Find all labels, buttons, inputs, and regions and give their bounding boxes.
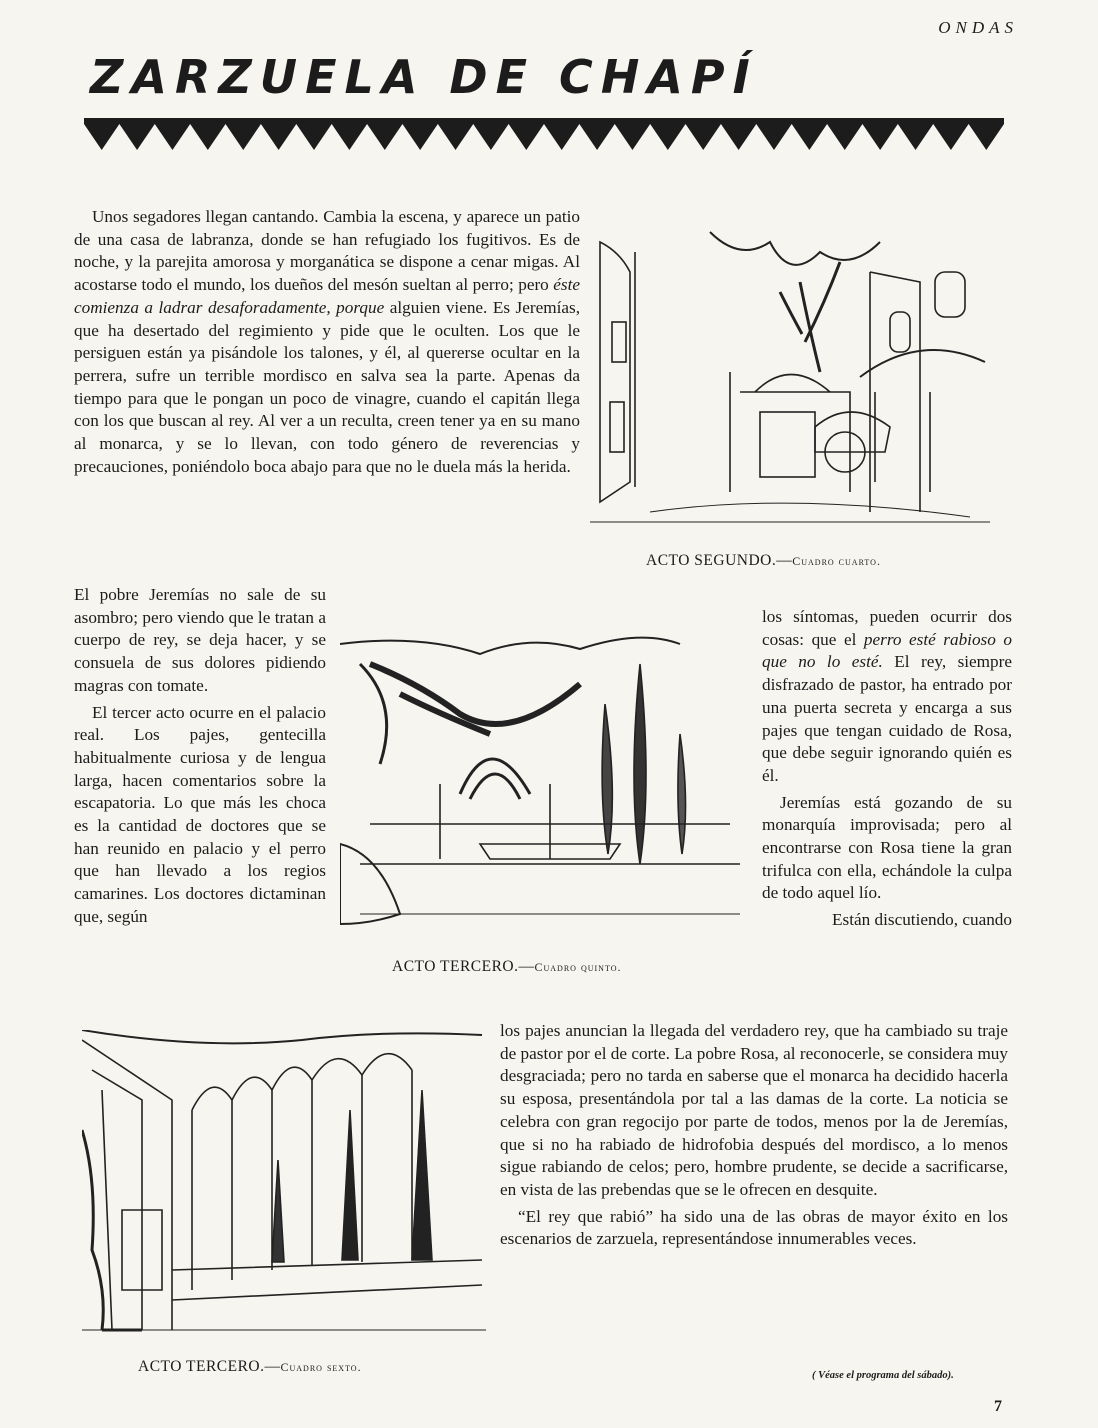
article-block-4 xyxy=(500,1020,1008,1251)
paragraph-1-end: El pobre Jeremías no sale de su asombro; pero viendo que le tratan a cuerpo de rey, se deja hacer, y se consuela de sus dolores pidiendo magras con tomate. xyxy=(74,585,326,695)
illustration-act3-scene6 xyxy=(82,1030,486,1346)
paragraph-1: Unos segadores llegan cantando. Cambia la escena, y aparece un patio de una casa de labranza, donde se han refugiado los fugitivos. Es de noche, y la parejita amorosa y morganática se dispone a cenar migas. Al acostarse todo el mundo, los dueños del mesón sueltan al perro; pero xyxy=(74,207,580,295)
page-number: 7 xyxy=(994,1398,1002,1415)
paragraph-2-cont: los síntomas, pueden ocurrir dos cosas: que el xyxy=(762,607,1012,649)
caption-act3-scene6 xyxy=(138,1358,362,1376)
caption-scene: Cuadro cuarto. xyxy=(792,554,881,568)
magazine-name: ONDAS xyxy=(938,18,1018,37)
page-title: ZARZUELA DE CHAPÍ xyxy=(90,50,758,104)
caption-act: ACTO SEGUNDO.— xyxy=(646,552,793,569)
paragraph-3: Jeremías está gozando de su monarquía improvisada; pero al encontrarse con Rosa tiene la gran trifulca con ella, echándole la culpa de todo aquel lío. xyxy=(762,792,1012,903)
paragraph-4: Están discutiendo, cuando xyxy=(832,910,1012,930)
program-note: ( Véase el programa del sábado). xyxy=(812,1370,954,1381)
paragraph-5: “El rey que rabió” ha sido una de las obras de mayor éxito en los escenarios de zarzuela, representándose innumerables veces. xyxy=(500,1206,1008,1249)
caption-act: ACTO TERCERO.— xyxy=(392,958,535,975)
paragraph-1-cont: alguien viene. Es Jeremías, que ha desertado del regimiento y pide que le oculten. Los que le persiguen están ya pisándole los talones, y él, al quererse ocultar en la perrera, sufre un terrible mordisco en salva sea la parte. Apenas da tiempo para que le pongan un poco de vinagre, cuando el capitán llega con los que buscan al rey. Al ver a un reculta, creen tener ya en su mano al monarca, y se lo llevan, con todo género de reverencias y precauciones, poniéndolo boca abajo para que no le duela más la herida. xyxy=(74,297,580,476)
article-block-1 xyxy=(74,206,580,478)
caption-act: ACTO TERCERO.— xyxy=(138,1358,281,1375)
article-block-2 xyxy=(74,584,326,929)
caption-scene: Cuadro sexto. xyxy=(280,1360,362,1374)
illustration-act3-scene5 xyxy=(340,624,748,946)
paragraph-2: El tercer acto ocurre en el palacio real. Los pajes, gentecilla habitualmente curiosa y de lengua larga, hacen comentarios sobre la escapatoria. Lo que más les choca es la cantidad de doctores que se han reunido en palacio y el perro que han llevado a los regios camarines. Los doctores dictaminan que, según xyxy=(74,702,326,926)
caption-act2-scene4 xyxy=(646,552,881,570)
paragraph-2-end: El rey, siempre disfrazado de pastor, ha entrado por una puerta secreta y encarga a sus pajes que tengan cuidado de Rosa, que debe seguir ignorando quién es él. xyxy=(762,652,1013,785)
zigzag-border xyxy=(84,118,1004,152)
paragraph-4-cont: los pajes anuncian la llegada del verdadero rey, que ha cambiado su traje de pastor por el de corte. La pobre Rosa, al reconocerle, se considera muy desgraciada; pero no tarda en saberse que el monarca ha decidido hacerla su esposa, presentándola por tal a las damas de la corte. La noticia se celebra con gran regocijo por parte de todos, menos por la de Jeremías, que si no ha rabiado de hidrofobia después del mordisco, a lo menos sigue rabiando de celos; pero, hombre prudente, se decide a sacrificarse, en vista de las prebendas que se le ofrecen en desquite. xyxy=(500,1021,1008,1199)
paragraph-1-italic: éste comienza a ladrar desaforadamente, porque xyxy=(74,275,580,317)
caption-scene: Cuadro quinto. xyxy=(534,960,622,974)
paragraph-2-italic: perro esté rabioso o que no lo esté. xyxy=(762,629,1012,672)
caption-act3-scene5 xyxy=(392,958,621,976)
article-block-3 xyxy=(762,606,1012,932)
illustration-act2-scene4 xyxy=(590,222,990,544)
